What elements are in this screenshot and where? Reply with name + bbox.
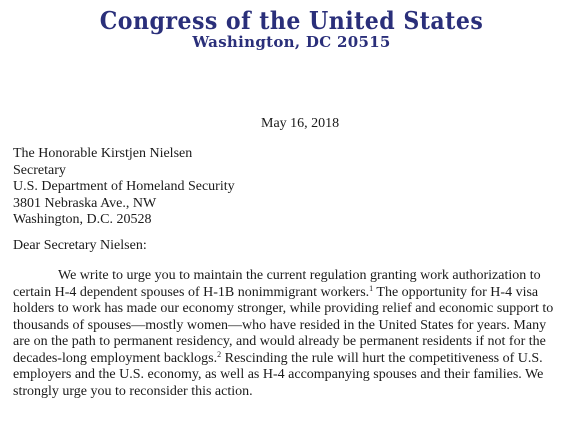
body-line: holders to work has made our economy stronger, while providing relief and economic support to (13, 301, 554, 316)
salutation: Dear Secretary Nielsen: (13, 238, 147, 253)
recipient-address (13, 146, 235, 229)
body-text: Rescinding the rule will hurt the competitiveness of U.S. (221, 350, 543, 366)
body-line: employers and the U.S. economy, as well as H-4 accompanying spouses and their families. We (13, 367, 544, 382)
body-line (13, 351, 579, 368)
body-line: strongly urge you to reconsider this action. (13, 383, 253, 399)
footnote-marker: 2 (217, 349, 222, 359)
body-text: decades-long employment backlogs. (13, 350, 218, 366)
recipient-street: 3801 Nebraska Ave., NW (13, 195, 157, 211)
recipient-city: Washington, D.C. 20528 (13, 212, 152, 227)
recipient-name: The Honorable Kirstjen Nielsen (13, 146, 193, 161)
recipient-department: U.S. Department of Homeland Security (13, 179, 235, 194)
letterhead-title: Congress of the United States (99, 6, 484, 35)
footnote-marker: 1 (369, 283, 374, 293)
body-line: thousands of spouses—mostly women—who have resided in the United States for years. Many (13, 317, 547, 333)
letterhead-city: Washington, DC 20515 (192, 33, 391, 51)
body-line (13, 285, 579, 302)
recipient-title: Secretary (13, 162, 66, 178)
letter-date: May 16, 2018 (261, 116, 340, 131)
body-line: are on the path to permanent residency, and would already be permanent residents if not for the (13, 334, 546, 349)
body-text: certain H-4 dependent spouses of H-1B nonimmigrant workers. (13, 284, 370, 300)
body-text: The opportunity for H-4 visa (373, 284, 539, 300)
body-paragraph (13, 268, 579, 400)
body-line: We write to urge you to maintain the current regulation granting work authorization to (58, 268, 541, 283)
